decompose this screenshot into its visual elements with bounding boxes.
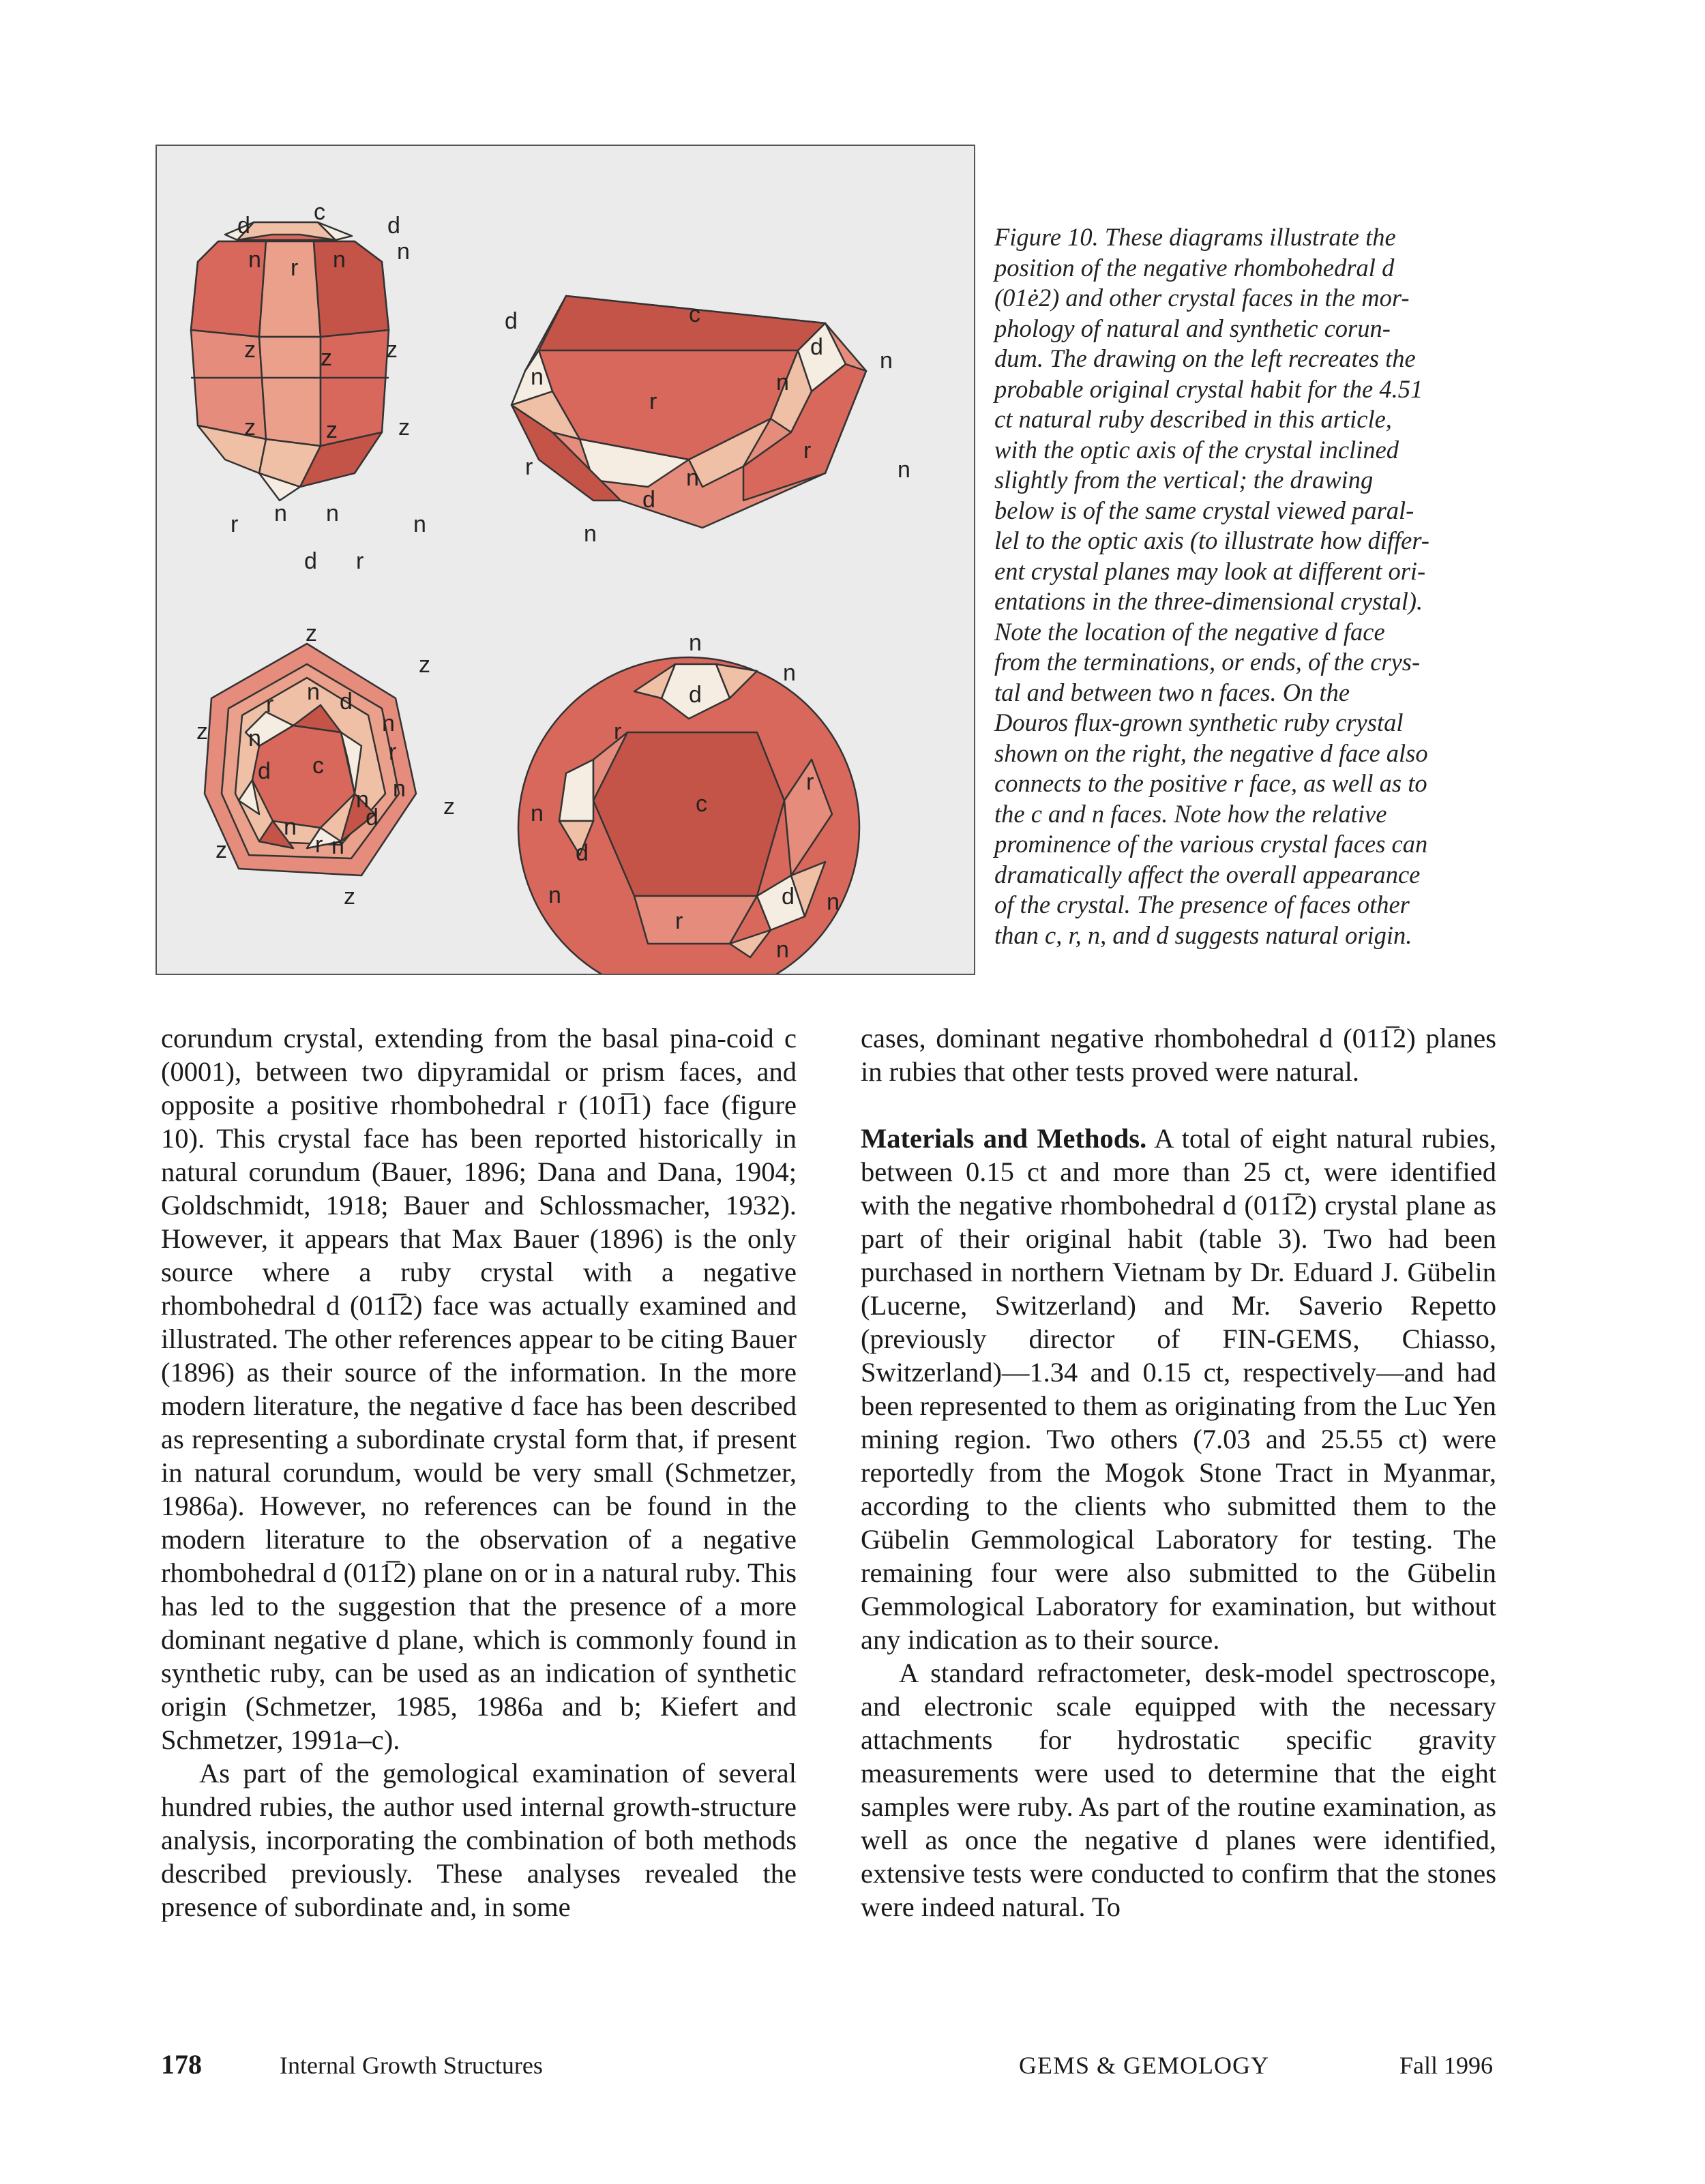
label-d: d bbox=[642, 487, 655, 513]
label-n: n bbox=[331, 833, 344, 859]
label-r: r bbox=[231, 511, 239, 537]
section-heading: Materials and Methods. bbox=[861, 1123, 1147, 1154]
label-r: r bbox=[806, 769, 814, 795]
label-r: r bbox=[291, 255, 299, 281]
label-n: n bbox=[248, 247, 261, 273]
paragraph bbox=[861, 1122, 1496, 1656]
crystal-bottom-left bbox=[205, 644, 416, 876]
caption-line: dramatically affect the overall appearance bbox=[994, 860, 1421, 888]
label-n: n bbox=[326, 500, 339, 526]
caption-line: below is of the same crystal viewed paral- bbox=[994, 496, 1414, 524]
label-z: z bbox=[398, 415, 410, 440]
caption-line: lel to the optic axis (to illustrate how differ- bbox=[994, 526, 1429, 554]
label-c: c bbox=[314, 199, 325, 225]
caption-line: ent crystal planes may look at different ori- bbox=[994, 556, 1426, 585]
caption-line: (01ė2) and other crystal faces in the mor- bbox=[994, 284, 1410, 312]
label-d: d bbox=[237, 213, 250, 239]
label-n: n bbox=[531, 801, 544, 826]
label-c: c bbox=[312, 753, 324, 779]
label-n: n bbox=[827, 889, 840, 915]
label-r: r bbox=[356, 548, 364, 574]
caption-line: connects to the positive r face, as well as to bbox=[994, 769, 1427, 797]
label-n: n bbox=[776, 370, 789, 395]
caption-line: with the optic axis of the crystal inclined bbox=[994, 435, 1399, 464]
label-z: z bbox=[196, 719, 208, 745]
label-r: r bbox=[389, 739, 397, 765]
paragraph: cases, dominant negative rhombohedral d (011̅2) planes in rubies that other tests proved were natural. bbox=[861, 1023, 1496, 1087]
label-z: z bbox=[326, 417, 338, 443]
label-n: n bbox=[397, 239, 410, 265]
label-c: c bbox=[696, 791, 707, 817]
label-z: z bbox=[321, 345, 332, 371]
label-n: n bbox=[413, 511, 426, 537]
caption-line: ct natural ruby described in this article, bbox=[994, 405, 1392, 433]
label-n: n bbox=[393, 776, 406, 802]
label-d: d bbox=[576, 840, 589, 866]
crystal-top-right bbox=[512, 296, 866, 528]
label-d: d bbox=[810, 334, 823, 360]
crystal-top-left bbox=[191, 222, 389, 500]
paragraph: As part of the gemological examination of several hundred rubies, the author used internal growth-structure analysis, incorporating the combination of both methods described previously. These analyses revealed the presence of subordinate and, in some bbox=[161, 1758, 797, 1922]
paragraph-text: A total of eight natural rubies, between 0.15 ct and more than 25 ct, were identified with the negative rhombohedral d (011̅2) crystal plane as part of their original habit (table 3). Two had been purchased in northern Vietnam by Dr. Eduard J. Gübelin (Lucerne, Switzerland) and Mr. Saverio Repetto (previously director of FIN-GEMS, Chiasso, Switzerland)—1.34 and 0.15 ct, respectively—and had been represented to them as originating from the Luc Yen mining region. Two others (7.03 and 25.55 ct) were reportedly from the Mogok Stone Tract in Myanmar, according to the clients who submitted them to the Gübelin Gemmological Laboratory for testing. The remaining four were also submitted to the Gübelin Gemmological Laboratory for examination, but without any indication as to their source. bbox=[861, 1123, 1496, 1655]
caption-line: Figure 10. These diagrams illustrate the bbox=[994, 223, 1396, 251]
caption-line: from the terminations, or ends, of the crys- bbox=[994, 648, 1421, 676]
label-r: r bbox=[315, 832, 323, 858]
label-n: n bbox=[548, 882, 561, 908]
label-n: n bbox=[284, 814, 297, 840]
label-n: n bbox=[776, 937, 789, 963]
label-z: z bbox=[306, 620, 317, 646]
label-d: d bbox=[366, 805, 379, 831]
label-n: n bbox=[686, 465, 699, 491]
caption-line: tal and between two n faces. On the bbox=[994, 678, 1350, 706]
caption-line: Note the location of the negative d face bbox=[994, 617, 1385, 646]
label-n: n bbox=[584, 521, 597, 547]
label-z: z bbox=[216, 837, 227, 863]
label-r: r bbox=[675, 908, 683, 934]
caption-line: Douros flux-grown synthetic ruby crystal bbox=[994, 708, 1404, 736]
label-d: d bbox=[505, 308, 518, 334]
caption-line: prominence of the various crystal faces can bbox=[994, 830, 1428, 858]
caption-line: dum. The drawing on the left recreates the bbox=[994, 344, 1416, 372]
label-r: r bbox=[614, 719, 622, 745]
label-n: n bbox=[274, 500, 287, 526]
label-n: n bbox=[307, 679, 320, 705]
label-r: r bbox=[266, 691, 274, 717]
label-z: z bbox=[419, 652, 430, 678]
label-n: n bbox=[880, 348, 893, 374]
label-n: n bbox=[382, 710, 395, 736]
label-d: d bbox=[387, 213, 400, 239]
caption-line: phology of natural and synthetic corun- bbox=[994, 314, 1391, 342]
caption-line: slightly from the vertical; the drawing bbox=[994, 466, 1374, 494]
label-d: d bbox=[689, 682, 702, 708]
paragraph: A standard refractometer, desk-model spectroscope, and electronic scale equipped with the necessary attachments for hydrostatic specific gravity measurements were used to determine that the eight samples were ruby. As part of the routine examination, as well as once the negative d planes were identified, extensive tests were conducted to confirm that the stones were indeed natural. To bbox=[861, 1658, 1496, 1922]
label-n: n bbox=[898, 457, 910, 483]
page-number: 178 bbox=[161, 2049, 202, 2080]
figure-10-panel bbox=[155, 145, 975, 975]
label-z: z bbox=[344, 884, 355, 910]
issue-date: Fall 1996 bbox=[1399, 2052, 1494, 2079]
label-n: n bbox=[689, 630, 702, 656]
crystal-diagrams bbox=[157, 146, 974, 974]
label-d: d bbox=[782, 884, 795, 910]
label-d: d bbox=[258, 758, 271, 784]
label-r: r bbox=[525, 454, 533, 480]
label-n: n bbox=[531, 364, 544, 390]
label-z: z bbox=[386, 337, 398, 363]
figure-caption bbox=[994, 222, 1499, 951]
label-d: d bbox=[304, 548, 317, 574]
running-title: Internal Growth Structures bbox=[280, 2052, 543, 2079]
label-r: r bbox=[649, 389, 657, 415]
caption-line: position of the negative rhombohedral d bbox=[994, 253, 1395, 282]
label-d: d bbox=[340, 689, 353, 715]
journal-name: GEMS & GEMOLOGY bbox=[1019, 2052, 1270, 2079]
caption-line: entations in the three-dimensional crystal). bbox=[994, 587, 1423, 615]
caption-line: shown on the right, the negative d face also bbox=[994, 738, 1428, 767]
body-column-left bbox=[161, 1021, 797, 1924]
label-n: n bbox=[356, 787, 369, 813]
caption-line: than c, r, n, and d suggests natural origin. bbox=[994, 921, 1412, 949]
paragraph: corundum crystal, extending from the basal pina-coid c (0001), between two dipyramidal or prism faces, and opposite a positive rhombohedral r (101̅1) face (figure 10). This crystal face has been reported historically in natural corundum (Bauer, 1896; Dana and Dana, 1904; Goldschmidt, 1918; Bauer and Schlossmacher, 1932). However, it appears that Max Bauer (1896) is the only source where a ruby crystal with a negative rhombohedral d (011̅2) face was actually examined and illustrated. The other references appear to be citing Bauer (1896) as their source of the information. In the more modern literature, the negative d face has been described as representing a subordinate crystal form that, if present in natural corundum, would be very small (Schmetzer, 1986a). However, no references can be found in the modern literature to the observation of a negative rhombohedral d (011̅2) plane on or in a natural ruby. This has led to the suggestion that the presence of a more dominant negative d plane, which is commonly found in synthetic ruby, can be used as an indication of synthetic origin (Schmetzer, 1985, 1986a and b; Kiefert and Schmetzer, 1991a–c). bbox=[161, 1023, 797, 1755]
caption-line: probable original crystal habit for the 4.51 bbox=[994, 374, 1423, 403]
caption-line: of the crystal. The presence of faces other bbox=[994, 891, 1410, 918]
label-n: n bbox=[783, 660, 796, 686]
label-z: z bbox=[443, 794, 455, 820]
label-z: z bbox=[244, 337, 256, 363]
label-c: c bbox=[689, 301, 700, 327]
label-z: z bbox=[244, 415, 256, 440]
body-column-right bbox=[861, 1021, 1496, 1924]
label-n: n bbox=[333, 247, 346, 273]
label-r: r bbox=[803, 438, 812, 464]
caption-line: the c and n faces. Note how the relative bbox=[994, 799, 1387, 828]
label-n: n bbox=[248, 725, 261, 751]
